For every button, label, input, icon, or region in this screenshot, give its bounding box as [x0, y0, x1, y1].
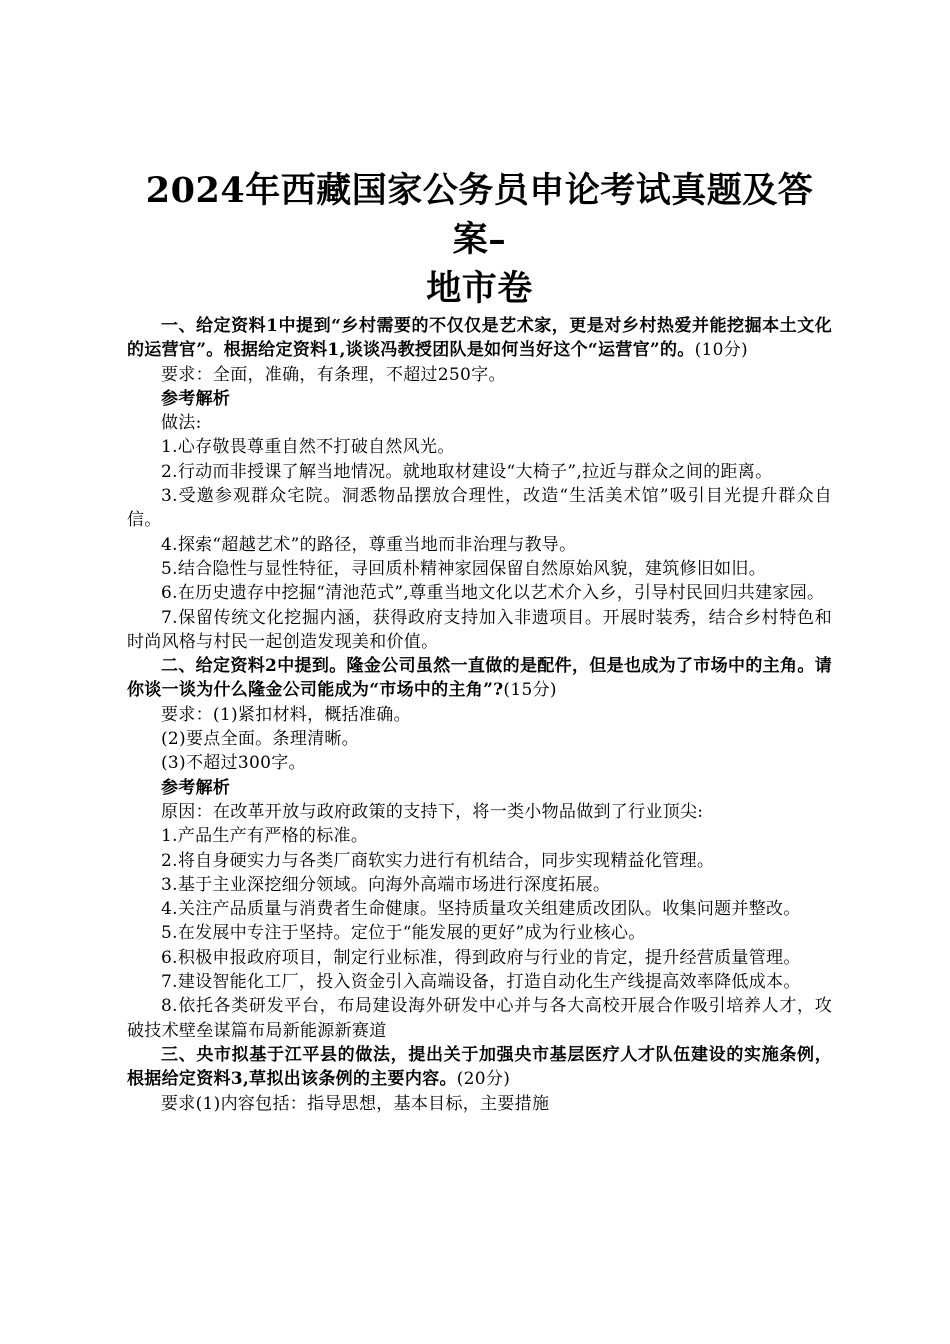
- question-2-score: (15分): [503, 680, 557, 701]
- question-2-item: 4.关注产品质量与消费者生命健康。坚持质量攻关组建质改团队。收集问题并整改。: [161, 899, 801, 920]
- question-1-item: 1.心存敬畏尊重自然不打破自然风光。: [161, 437, 455, 458]
- question-1-item: 2.行动而非授课了解当地情况。就地取材建设“大椅子”,拉近与群众之间的距离。: [161, 461, 773, 482]
- question-1-requirement: 要求：全面，准确，有条理，不超过250字。: [161, 364, 506, 385]
- question-2-lead: 原因：在改革开放与政府政策的支持下，将一类小物品做到了行业顶尖:: [161, 801, 704, 822]
- question-1-score: (10分): [694, 340, 748, 361]
- document-title: [127, 166, 832, 313]
- question-1-text: 一、给定资料1中提到“乡村需要的不仅仅是艺术家，更是对乡村热爱并能挖掘本土文化的运营官”。根据给定资料1,谈谈冯教授团队是如何当好这个“运营官”的。: [127, 316, 832, 361]
- question-2-reference-heading: 参考解析: [161, 777, 231, 798]
- question-3-score: (20分): [456, 1069, 511, 1090]
- question-2: [127, 654, 832, 703]
- question-1-reference-heading: 参考解析: [161, 388, 231, 409]
- question-1-item: 4.探索“超越艺术”的路径，尊重当地而非治理与教导。: [161, 534, 577, 555]
- question-1-item: 3.受邀参观群众宅院。洞悉物品摆放合理性，改造“生活美术馆”吸引目光提升群众自信。: [127, 486, 832, 531]
- question-1-item: 6.在历史遗存中挖掘“清池范式”,尊重当地文化以艺术介入乡，引导村民回归共建家园。: [161, 583, 825, 604]
- question-2-requirement-2: (2)要点全面。条理清晰。: [161, 729, 359, 750]
- title-line-2: 地市卷: [426, 268, 533, 309]
- question-2-item: 5.在发展中专注于坚持。定位于“能发展的更好”成为行业核心。: [161, 923, 646, 944]
- question-1: [127, 314, 832, 363]
- question-2-item: 8.依托各类研发平台，布局建设海外研发中心并与各大高校开展合作吸引培养人才，攻破技术壁垒谋篇布局新能源新赛道: [127, 996, 832, 1041]
- question-2-item: 1.产品生产有严格的标准。: [161, 826, 369, 847]
- question-2-requirement-3: (3)不超过300字。: [161, 753, 306, 774]
- question-2-requirement-1: 要求：(1)紧扣材料，概括准确。: [161, 704, 411, 725]
- question-3-text: 三、央市拟基于江平县的做法，提出关于加强央市基层医疗人才队伍建设的实施条例，根据给定资料3,草拟出该条例的主要内容。: [127, 1044, 832, 1090]
- document-page: [127, 166, 832, 1116]
- question-1-item: 5.结合隐性与显性特征，寻回质朴精神家园保留自然原始风貌，建筑修旧如旧。: [161, 558, 767, 579]
- question-3: [127, 1043, 832, 1092]
- question-2-item: 2.将自身硬实力与各类厂商软实力进行有机结合，同步实现精益化管理。: [161, 850, 715, 871]
- question-3-requirement: 要求(1)内容包括：指导思想，基本目标，主要措施: [161, 1093, 550, 1114]
- title-line-1: 2024年西藏国家公务员申论考试真题及答案–: [145, 170, 814, 260]
- question-1-lead: 做法:: [161, 413, 202, 434]
- question-2-text: 二、给定资料2中提到。隆金公司虽然一直做的是配件，但是也成为了市场中的主角。请你谈一谈为什么隆金公司能成为“市场中的主角”?: [127, 656, 832, 701]
- question-1-item: 7.保留传统文化挖掘内涵，获得政府支持加入非遗项目。开展时装秀，结合乡村特色和时尚风格与村民一起创造发现美和价值。: [127, 607, 832, 652]
- question-2-item: 7.建设智能化工厂，投入资金引入高端设备，打造自动化生产线提高效率降低成本。: [161, 972, 801, 993]
- question-2-item: 6.积极申报政府项目，制定行业标准，得到政府与行业的肯定，提升经营质量管理。: [161, 947, 801, 968]
- question-2-item: 3.基于主业深挖细分领域。向海外高端市场进行深度拓展。: [161, 874, 611, 895]
